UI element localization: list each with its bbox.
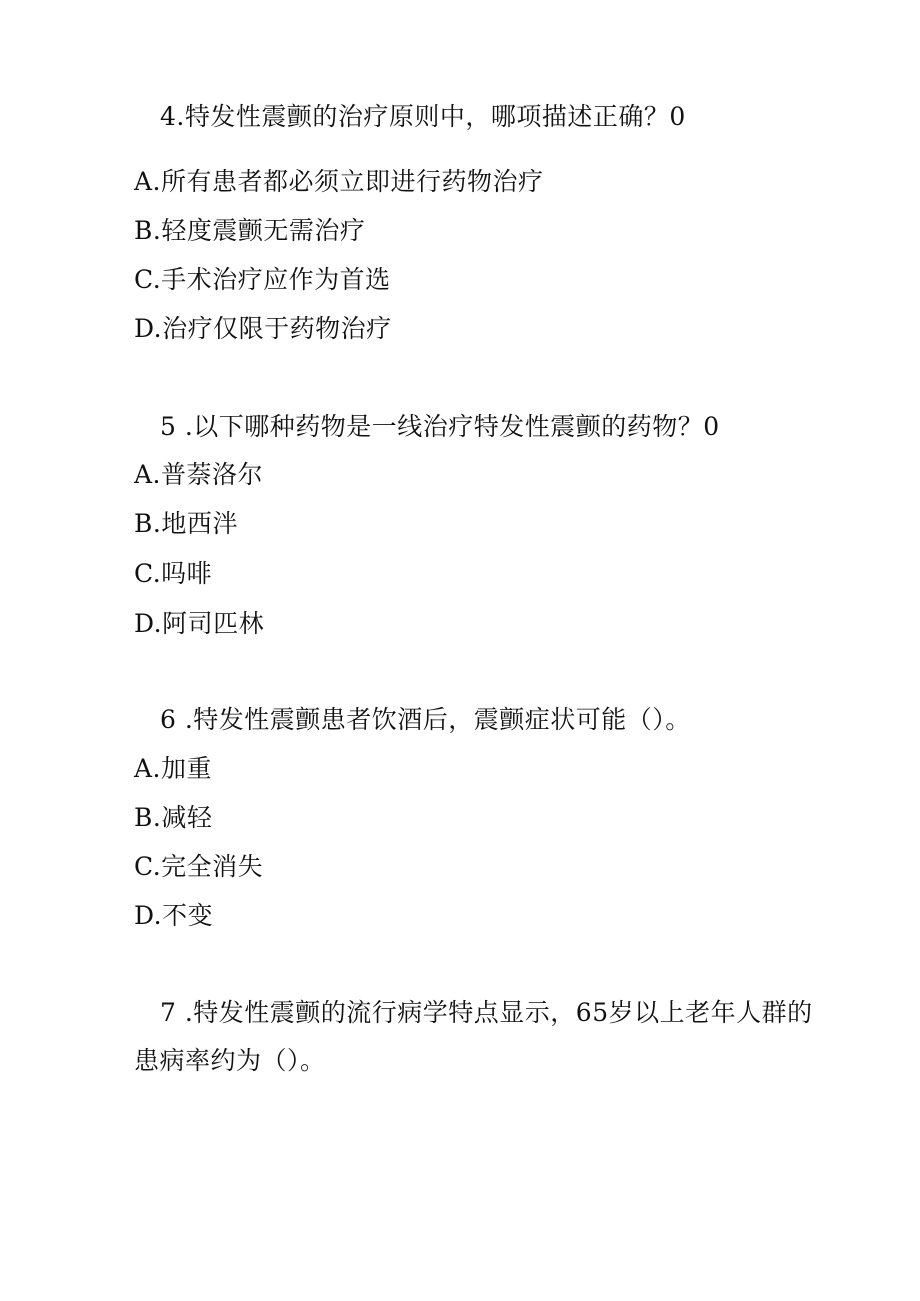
question-5-option-d: D.阿司匹林 [134, 609, 265, 638]
question-4-option-a: A.所有患者都必须立即进行药物治疗 [134, 167, 544, 196]
question-6-option-a: A.加重 [134, 754, 213, 783]
question-5-stem: 5 .以下哪种药物是一线治疗特发性震颤的药物？0 [160, 412, 720, 441]
question-5-option-b: B.地西泮 [134, 509, 238, 538]
question-6-stem: 6 .特发性震颤患者饮酒后，震颤症状可能（）。 [160, 705, 691, 734]
question-5-option-a: A.普萘洛尔 [134, 460, 264, 489]
question-4-option-c: C.手术治疗应作为首选 [134, 265, 391, 294]
question-7-stem: 7 .特发性震颤的流行病学特点显示，65岁以上老年人群的 [160, 998, 813, 1027]
question-6-option-d: D.不变 [134, 901, 214, 930]
question-4-option-b: B.轻度震颤无需治疗 [134, 216, 366, 245]
question-6-option-b: B.减轻 [134, 803, 213, 832]
question-4-option-d: D.治疗仅限于药物治疗 [134, 314, 392, 343]
question-5-option-c: C.吗啡 [134, 559, 213, 588]
question-4-stem: 4.特发性震颤的治疗原则中，哪项描述正确？0 [160, 102, 686, 131]
question-7-stem-continued: 患病率约为（）。 [134, 1046, 326, 1075]
question-6-option-c: C.完全消失 [134, 852, 264, 881]
